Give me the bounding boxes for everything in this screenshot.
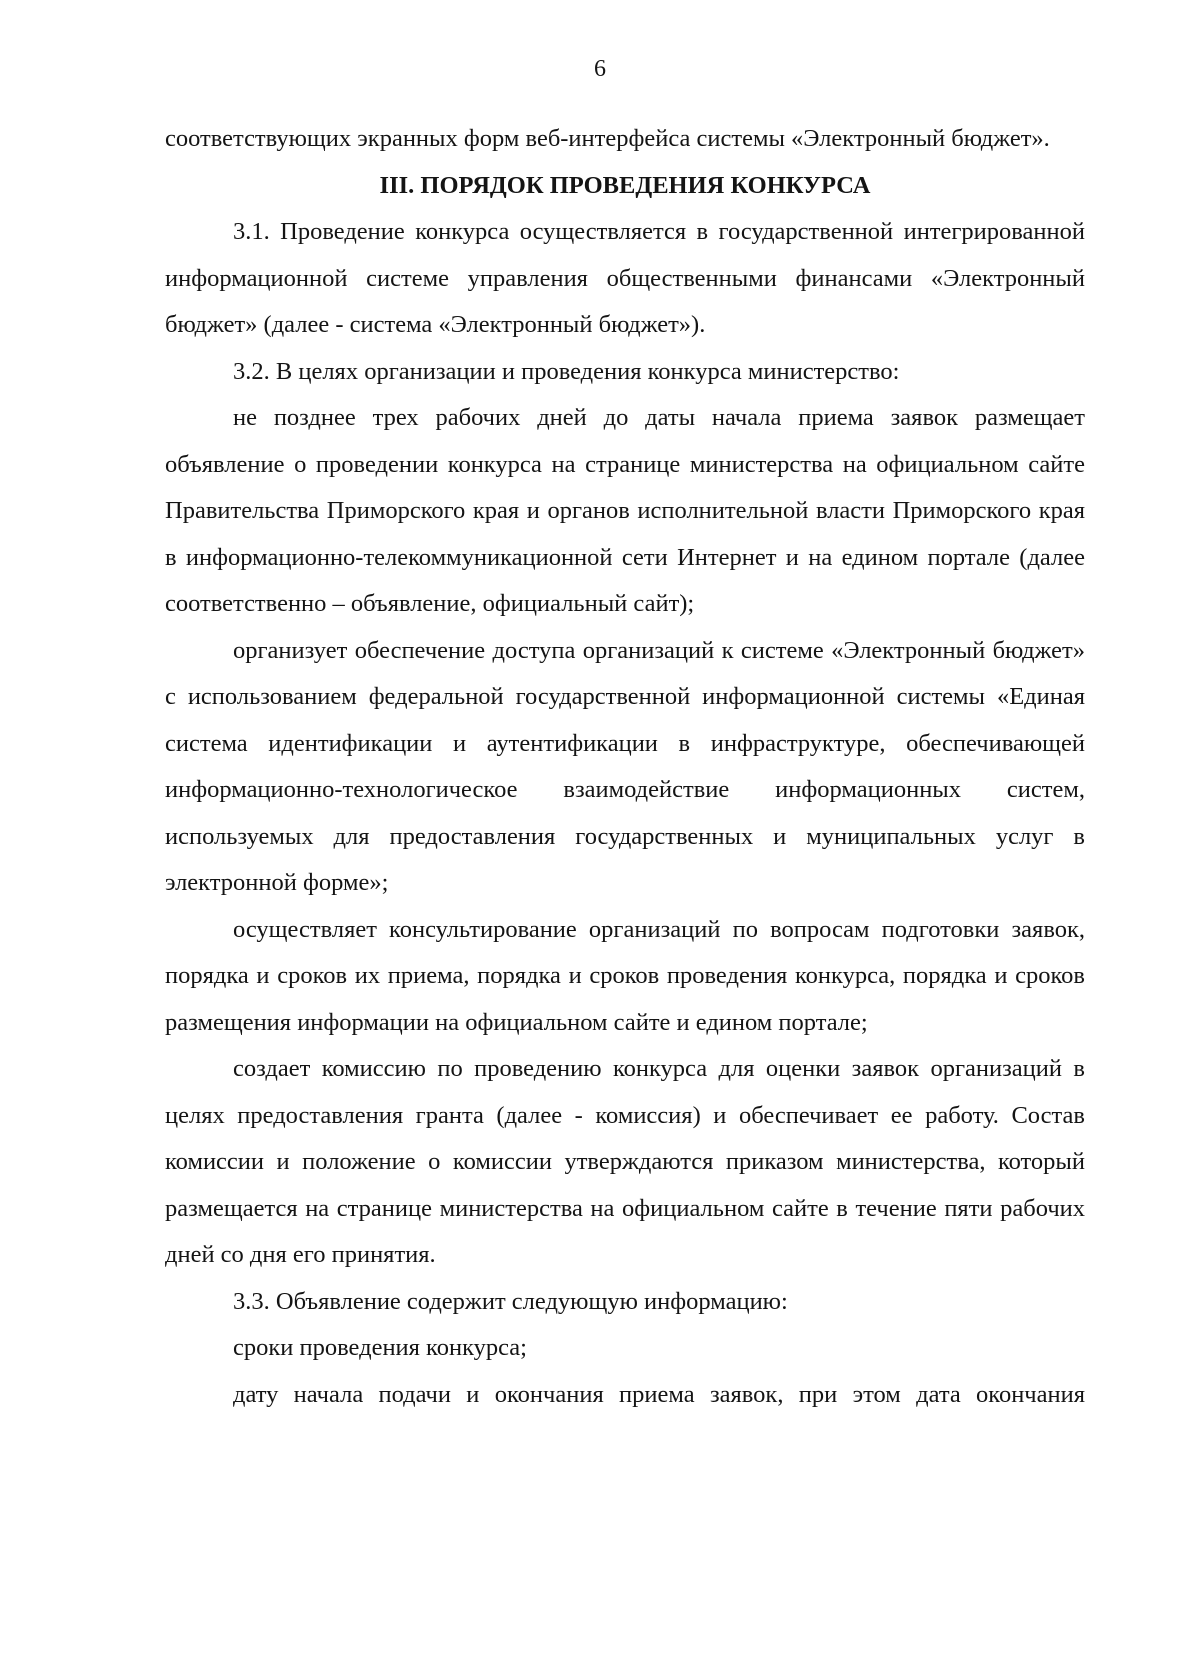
paragraph-3-3: 3.3. Объявление содержит следующую информацию: [233,1287,788,1315]
section-heading: III. ПОРЯДОК ПРОВЕДЕНИЯ КОНКУРСА [379,171,871,199]
paragraph-announcement: не позднее трех рабочих дней до даты начала приема заявок размещает объявление о проведении конкурса на странице министерства на официальном сайте Правительства Приморского края и органов исполнительной власти Приморского края в информационно-телекоммуникационной сети Интернет и на едином портале (далее соответственно – объявление, официальный сайт); [165,404,1085,617]
paragraph-consulting: осуществляет консультирование организаций по вопросам подготовки заявок, порядка и сроков их приема, порядка и сроков проведения конкурса, порядка и сроков размещения информации на официальном сайте и едином портале; [165,915,1085,1036]
page-number: 6 [594,56,606,82]
paragraph-3-2: 3.2. В целях организации и проведения конкурса министерство: [233,357,900,385]
paragraph-deadlines: сроки проведения конкурса; [233,1334,527,1361]
paragraph-commission: создает комиссию по проведению конкурса для оценки заявок организаций в целях предоставления гранта (далее - комиссия) и обеспечивает ее работу. Состав комиссии и положение о комиссии утверждаются приказом министерства, который размещается на странице министерства на официальном сайте в течение пяти рабочих дней со дня его принятия. [165,1055,1085,1268]
paragraph-access: организует обеспечение доступа организаций к системе «Электронный бюджет» с использованием федеральной государственной информационной системы «Единая система идентификации и аутентификации в инфраструктуре, обеспечивающей информационно-технологическое взаимодействие информационных систем, используемых для предоставления государственных и муниципальных услуг в электронной форме»; [165,636,1085,896]
paragraph-3-1: 3.1. Проведение конкурса осуществляется в государственной интегрированной информационной системе управления общественными финансами «Электронный бюджет» (далее - система «Электронный бюджет»). [165,218,1085,338]
paragraph-continuation: соответствующих экранных форм веб-интерфейса системы «Электронный бюджет». [165,125,1050,152]
document-body [165,116,1085,1418]
paragraph-dates: дату начала подачи и окончания приема заявок, при этом дата окончания [233,1380,1085,1408]
